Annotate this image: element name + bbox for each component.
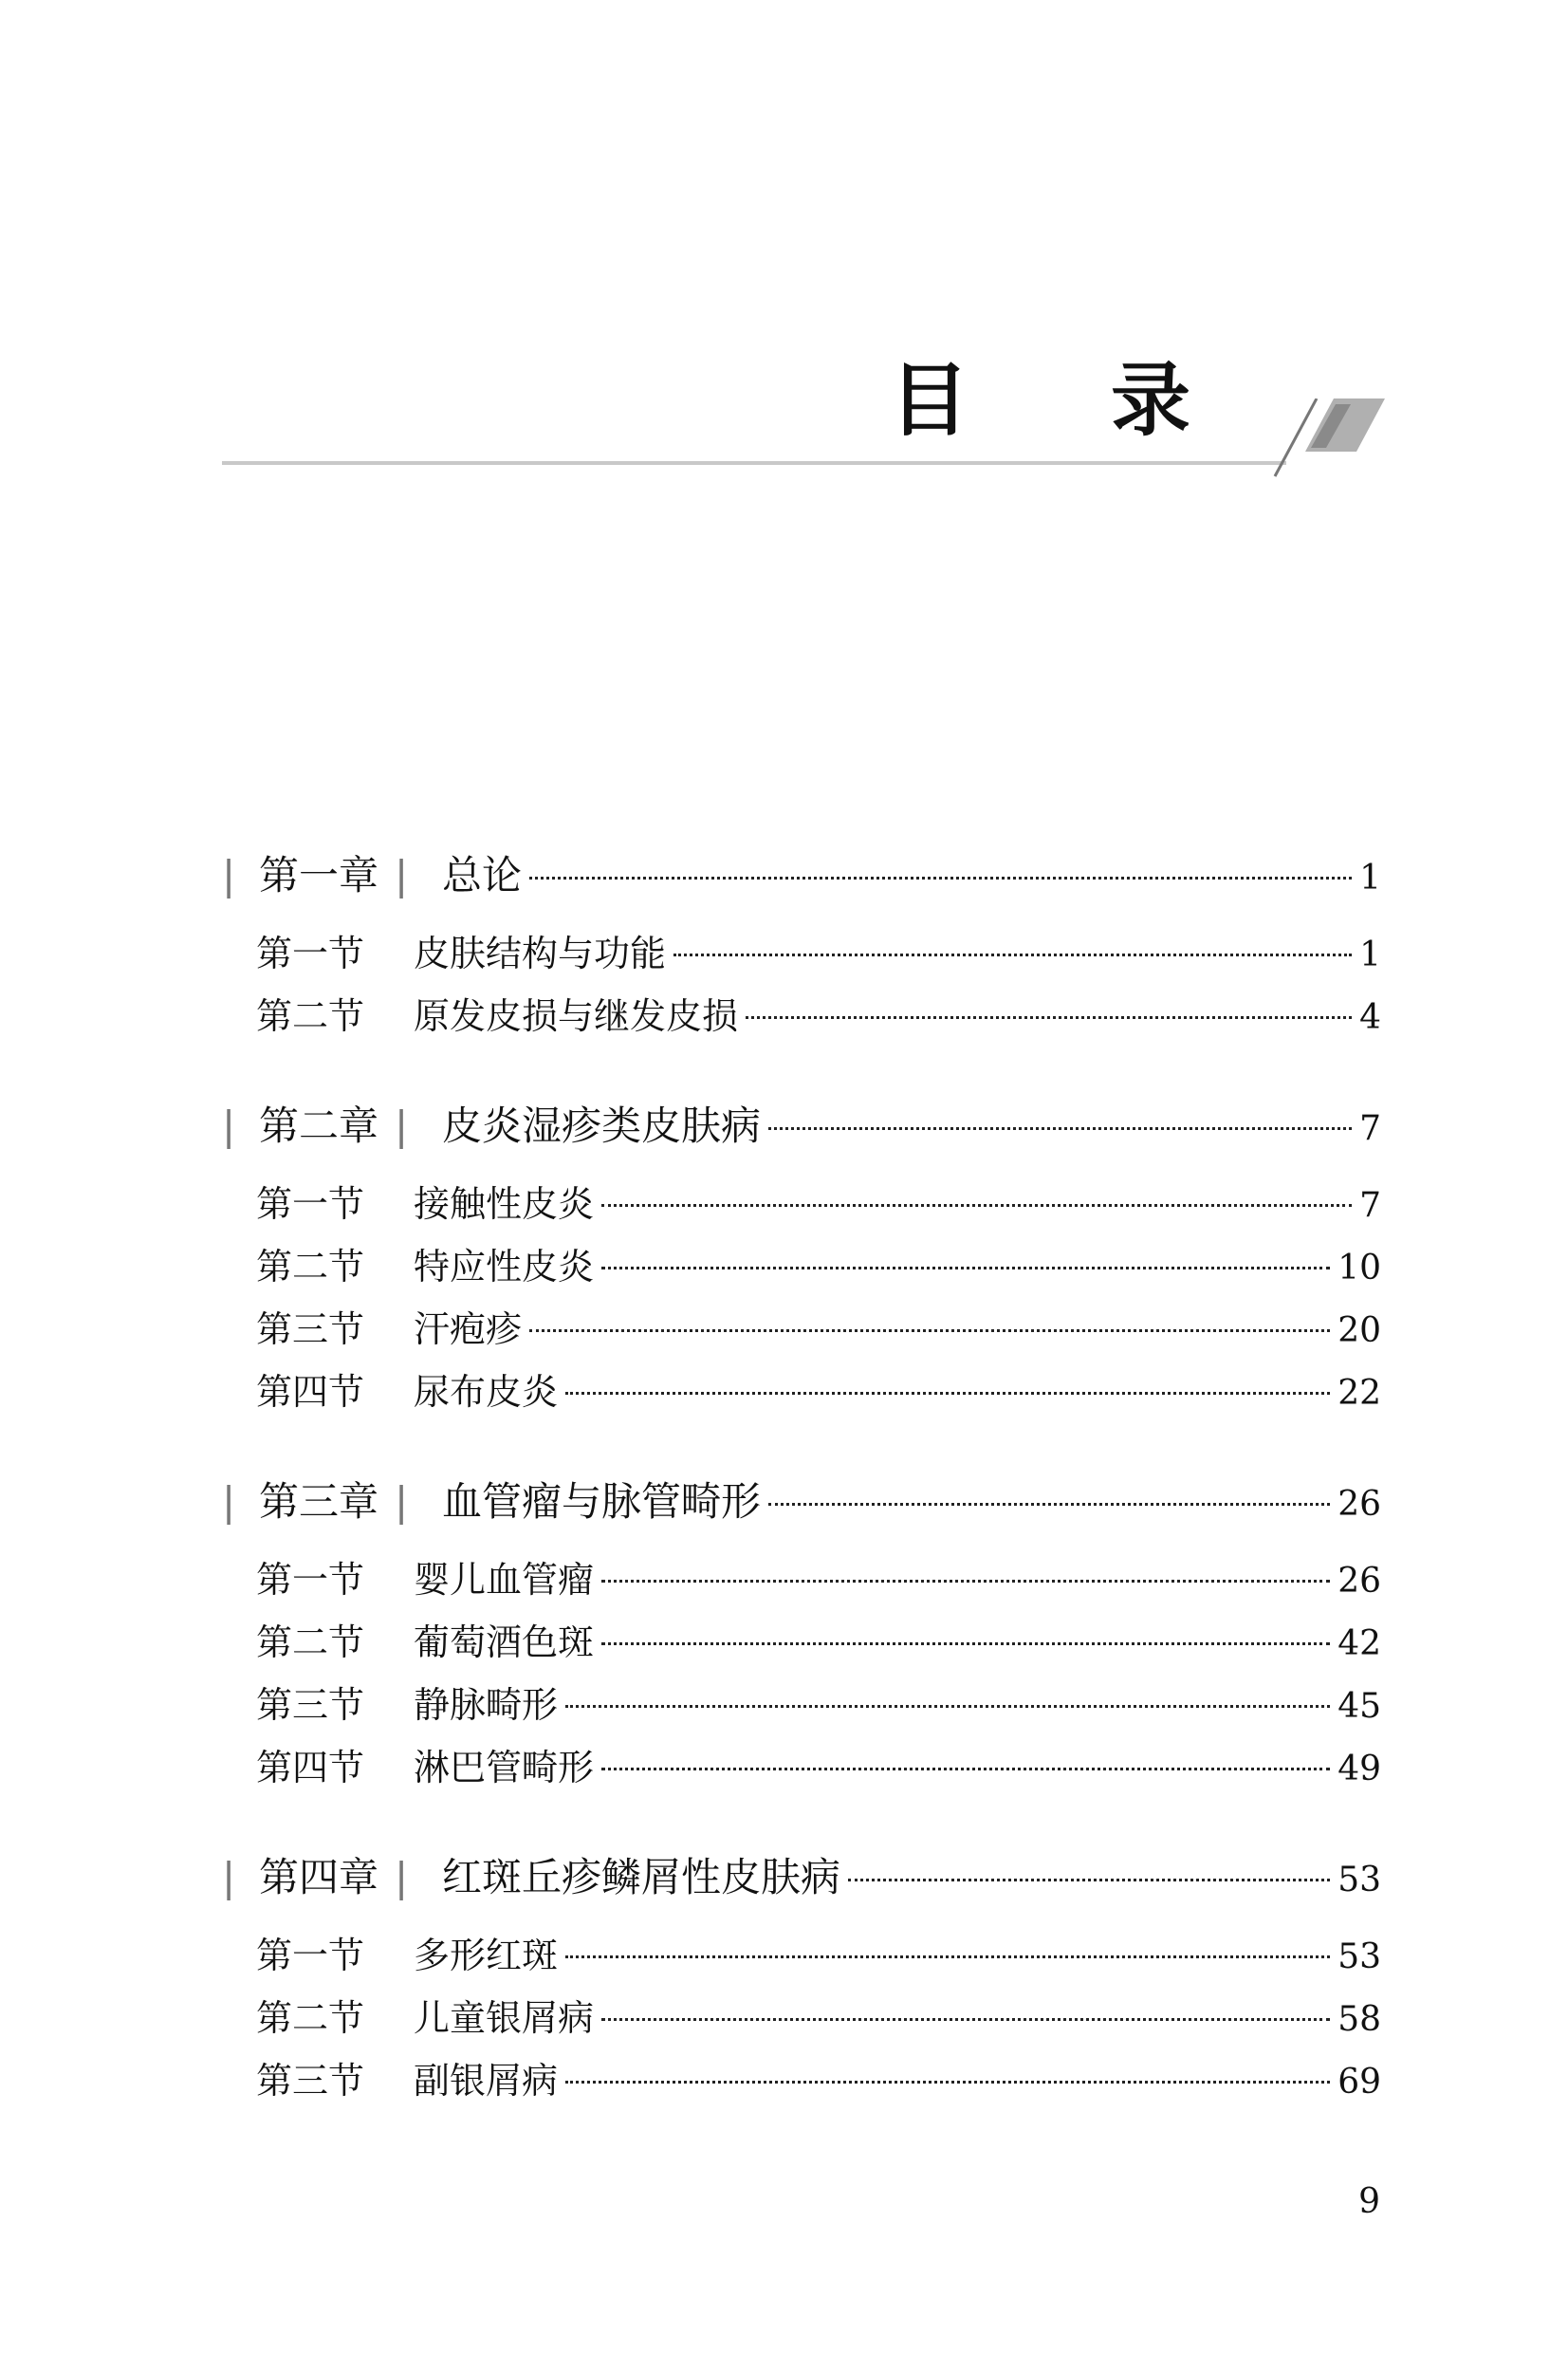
section-title: 葡萄酒色斑: [414, 1621, 595, 1663]
section-number: 第三节: [256, 1684, 365, 1726]
chapter-title: 皮炎湿疹类皮肤病: [442, 1102, 762, 1149]
section-page: 42: [1337, 1624, 1381, 1663]
dot-leader: [601, 1642, 1330, 1645]
section-title: 特应性皮炎: [414, 1246, 595, 1288]
dot-leader: [565, 1705, 1330, 1708]
dot-leader: [601, 2018, 1330, 2021]
section-title: 静脉畸形: [414, 1684, 559, 1726]
page-title: 目 录: [889, 353, 1247, 447]
section-number: 第二节: [256, 1997, 365, 2039]
chapter-title: 血管瘤与脉管畸形: [442, 1478, 762, 1525]
chapter-number: 第一章: [258, 852, 378, 899]
section-page: 22: [1337, 1374, 1381, 1413]
section-page: 1: [1359, 936, 1381, 974]
section-number: 第四节: [256, 1747, 365, 1788]
dot-leader: [529, 877, 1352, 880]
toc-section-row[interactable]: [222, 1738, 1381, 1801]
section-title: 原发皮损与继发皮损: [414, 995, 739, 1037]
section-page: 26: [1337, 1562, 1381, 1601]
chapter-bracket-left: |: [222, 852, 236, 899]
dot-leader: [601, 1204, 1352, 1207]
section-number: 第一节: [256, 1183, 365, 1225]
section-title: 婴儿血管瘤: [414, 1559, 595, 1601]
chapter-number: 第二章: [258, 1102, 378, 1149]
table-of-contents: [222, 844, 1381, 2114]
toc-section-row[interactable]: [222, 1613, 1381, 1676]
section-number: 第二节: [256, 1246, 365, 1288]
title-slash-ornament: [1262, 398, 1385, 478]
chapter-title: 总论: [442, 852, 523, 899]
section-title: 尿布皮炎: [414, 1371, 559, 1413]
chapter-title: 红斑丘疹鳞屑性皮肤病: [442, 1854, 841, 1900]
dot-leader: [601, 1768, 1330, 1770]
chapter-bracket-right: |: [395, 1102, 409, 1149]
dot-leader: [565, 1955, 1330, 1958]
chapter-page: 53: [1337, 1861, 1381, 1899]
dot-leader: [768, 1503, 1330, 1506]
section-page: 20: [1337, 1311, 1381, 1350]
toc-section-row[interactable]: [222, 1362, 1381, 1425]
section-page: 49: [1337, 1750, 1381, 1788]
dot-leader: [848, 1879, 1330, 1881]
section-title: 儿童银屑病: [414, 1997, 595, 2039]
dot-leader: [601, 1580, 1330, 1583]
chapter-page: 1: [1359, 859, 1381, 898]
chapter-bracket-left: |: [222, 1102, 236, 1149]
section-title: 接触性皮炎: [414, 1183, 595, 1225]
toc-section-row[interactable]: [222, 1676, 1381, 1738]
section-number: 第二节: [256, 1621, 365, 1663]
section-page: 69: [1337, 2063, 1381, 2102]
section-page: 7: [1359, 1186, 1381, 1225]
section-number: 第三节: [256, 2060, 365, 2102]
chapter-page: 7: [1359, 1109, 1381, 1148]
section-number: 第三节: [256, 1308, 365, 1350]
section-page: 53: [1337, 1937, 1381, 1976]
dot-leader: [768, 1127, 1352, 1130]
toc-chapter-row[interactable]: [222, 1846, 1381, 1905]
chapter-page: 26: [1337, 1485, 1381, 1524]
section-number: 第一节: [256, 1935, 365, 1976]
chapter-bracket-left: |: [222, 1478, 236, 1525]
toc-section-row[interactable]: [222, 924, 1381, 987]
dot-leader: [565, 2081, 1330, 2084]
dot-leader: [601, 1267, 1330, 1269]
toc-section-row[interactable]: [222, 2051, 1381, 2114]
section-title: 副银屑病: [414, 2060, 559, 2102]
toc-chapter-row[interactable]: [222, 844, 1381, 903]
section-number: 第一节: [256, 933, 365, 974]
dot-leader: [746, 1016, 1352, 1019]
section-title: 多形红斑: [414, 1935, 559, 1976]
section-page: 45: [1337, 1687, 1381, 1726]
title-underline: [222, 461, 1286, 465]
chapter-bracket-right: |: [395, 852, 409, 899]
page-number: 9: [1358, 2182, 1380, 2221]
section-number: 第二节: [256, 995, 365, 1037]
section-title: 汗疱疹: [414, 1308, 523, 1350]
dot-leader: [529, 1329, 1330, 1332]
section-page: 4: [1359, 998, 1381, 1037]
toc-section-row[interactable]: [222, 1926, 1381, 1989]
chapter-bracket-right: |: [395, 1478, 409, 1525]
toc-section-row[interactable]: [222, 1300, 1381, 1362]
toc-section-row[interactable]: [222, 1175, 1381, 1237]
toc-section-row[interactable]: [222, 987, 1381, 1049]
section-title: 皮肤结构与功能: [414, 933, 667, 974]
section-number: 第四节: [256, 1371, 365, 1413]
chapter-bracket-left: |: [222, 1854, 236, 1900]
toc-section-row[interactable]: [222, 1237, 1381, 1300]
section-title: 淋巴管畸形: [414, 1747, 595, 1788]
toc-chapter-row[interactable]: [222, 1095, 1381, 1154]
section-page: 58: [1337, 2000, 1381, 2039]
toc-chapter-row[interactable]: [222, 1471, 1381, 1529]
toc-section-row[interactable]: [222, 1989, 1381, 2051]
dot-leader: [565, 1392, 1330, 1395]
toc-section-row[interactable]: [222, 1550, 1381, 1613]
dot-leader: [673, 954, 1352, 956]
title-rule-decoration: [222, 455, 1286, 469]
chapter-number: 第四章: [258, 1854, 378, 1900]
chapter-bracket-right: |: [395, 1854, 409, 1900]
section-number: 第一节: [256, 1559, 365, 1601]
chapter-number: 第三章: [258, 1478, 378, 1525]
section-page: 10: [1337, 1249, 1381, 1288]
